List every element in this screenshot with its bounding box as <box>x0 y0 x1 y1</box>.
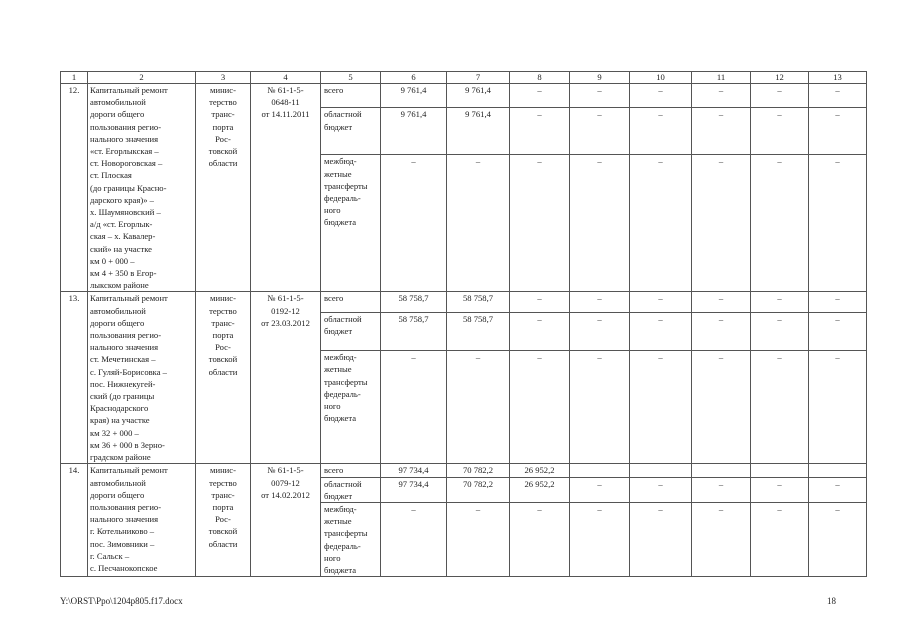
text-line: от 14.02.2012 <box>261 489 310 500</box>
text-line: км 4 + 350 в Егор- <box>90 268 157 279</box>
text-line: № 61-1-5- <box>267 293 304 304</box>
amount-cell: – <box>692 155 751 292</box>
text-line: федераль- <box>324 540 361 551</box>
text-line: области <box>208 158 238 169</box>
text-line: ский (до границы <box>90 391 155 402</box>
text-line: товской <box>208 526 238 537</box>
text-line: бюджет <box>324 325 353 336</box>
text-line: терство <box>209 305 237 316</box>
amount-cell: – <box>630 292 692 312</box>
text-line: км 32 + 000 – <box>90 427 139 438</box>
expertise-document <box>251 84 321 292</box>
text-line: области <box>208 366 238 377</box>
text-line: пользования регио- <box>90 501 162 512</box>
amount-cell: – <box>630 155 692 292</box>
text-line: нального значения <box>90 133 159 144</box>
text-line: автомобильной <box>90 305 146 316</box>
text-line: бюджета <box>324 413 357 424</box>
text-line: нального значения <box>90 514 159 525</box>
funding-source <box>321 477 381 502</box>
text-line: транс- <box>211 317 235 328</box>
amount-cell: – <box>809 312 867 351</box>
amount-cell <box>570 464 630 477</box>
text-line: автомобильной <box>90 97 146 108</box>
amount-cell: – <box>692 312 751 351</box>
amount-cell: 9 761,4 <box>447 84 510 108</box>
amount-cell: – <box>692 292 751 312</box>
text-line: градском районе <box>90 452 151 463</box>
column-number-cell: 11 <box>692 72 751 84</box>
text-line: ст. Мечетинская – <box>90 354 156 365</box>
amount-cell: 97 734,4 <box>381 464 447 477</box>
text-line: терство <box>209 477 237 488</box>
text-line: пользования регио- <box>90 330 162 341</box>
expertise-document <box>251 292 321 464</box>
column-number-cell: 5 <box>321 72 381 84</box>
text-line: межбюд- <box>324 503 357 514</box>
text-line: минис- <box>210 465 236 476</box>
column-number-cell: 10 <box>630 72 692 84</box>
funding-source <box>321 84 381 108</box>
text-line: Рос- <box>215 514 231 525</box>
text-line: а/д «ст. Егорлык- <box>90 219 153 230</box>
text-line: нального значения <box>90 342 159 353</box>
amount-cell: – <box>809 155 867 292</box>
text-line: ский» на участке <box>90 243 152 254</box>
amount-cell: – <box>809 351 867 464</box>
text-line: областной <box>324 109 362 120</box>
row-number: 14. <box>61 464 88 577</box>
amount-cell: – <box>809 292 867 312</box>
text-line: дороги общего <box>90 109 145 120</box>
column-number-cell: 6 <box>381 72 447 84</box>
column-number-cell: 3 <box>196 72 251 84</box>
amount-cell: – <box>751 155 809 292</box>
amount-cell: – <box>751 108 809 155</box>
text-line: х. Шаумяновский – <box>90 207 161 218</box>
amount-cell: 58 758,7 <box>381 312 447 351</box>
column-number-cell: 7 <box>447 72 510 84</box>
text-line: терство <box>209 97 237 108</box>
amount-cell: – <box>381 155 447 292</box>
amount-cell: – <box>751 84 809 108</box>
amount-cell <box>751 464 809 477</box>
amount-cell <box>630 464 692 477</box>
text-line: порта <box>212 121 234 132</box>
amount-cell: – <box>630 84 692 108</box>
column-number-cell: 2 <box>88 72 196 84</box>
funding-source <box>321 108 381 155</box>
text-line: федераль- <box>324 388 361 399</box>
text-line: федераль- <box>324 192 361 203</box>
amount-cell: – <box>809 84 867 108</box>
amount-cell: 9 761,4 <box>381 108 447 155</box>
table-row <box>61 464 867 477</box>
amount-cell: – <box>692 108 751 155</box>
text-line: «ст. Егорлыкская – <box>90 146 159 157</box>
amount-cell: – <box>570 292 630 312</box>
funding-source <box>321 351 381 464</box>
funding-source <box>321 502 381 576</box>
amount-cell: – <box>381 502 447 576</box>
amount-cell: – <box>751 477 809 502</box>
amount-cell: – <box>510 502 570 576</box>
text-line: края) на участке <box>90 415 150 426</box>
table-row <box>61 84 867 108</box>
amount-cell: – <box>510 155 570 292</box>
text-line: ская – х. Кавалер- <box>90 231 156 242</box>
text-line: жетные <box>324 168 352 179</box>
footer-page-number: 18 <box>827 596 836 606</box>
text-line: трансферты <box>324 528 368 539</box>
text-line: Капитальный ремонт <box>90 293 168 304</box>
amount-cell: 58 758,7 <box>381 292 447 312</box>
row-number: 13. <box>61 292 88 464</box>
text-line: товской <box>208 354 238 365</box>
text-line: г. Котельниково – <box>90 526 155 537</box>
amount-cell: – <box>751 312 809 351</box>
amount-cell: – <box>692 477 751 502</box>
text-line: бюджета <box>324 217 357 228</box>
customer-ministry <box>196 84 251 292</box>
amount-cell: – <box>447 502 510 576</box>
funding-source <box>321 292 381 312</box>
funding-source <box>321 464 381 477</box>
text-line: областной <box>324 478 362 489</box>
text-line: ного <box>324 552 341 563</box>
table-row <box>61 292 867 312</box>
amount-cell: – <box>692 502 751 576</box>
amount-cell: 26 952,2 <box>510 464 570 477</box>
text-line: областной <box>324 313 362 324</box>
text-line: пос. Нижнекугей- <box>90 378 156 389</box>
text-line: Капитальный ремонт <box>90 465 168 476</box>
text-line: км 0 + 000 – <box>90 255 135 266</box>
funding-source <box>321 155 381 292</box>
text-line: минис- <box>210 85 236 95</box>
text-line: км 36 + 000 в Зерно- <box>90 439 165 450</box>
amount-cell: 9 761,4 <box>381 84 447 108</box>
column-number-cell: 1 <box>61 72 88 84</box>
text-line: с. Песчанокопское <box>90 562 158 573</box>
text-line: межбюд- <box>324 352 357 363</box>
amount-cell: – <box>692 351 751 464</box>
amount-cell: – <box>692 84 751 108</box>
text-line: пос. Зимовники – <box>90 538 155 549</box>
customer-ministry <box>196 464 251 577</box>
amount-cell: – <box>751 351 809 464</box>
amount-cell: – <box>447 351 510 464</box>
text-line: 0192-12 <box>271 305 300 316</box>
amount-cell: – <box>570 477 630 502</box>
text-line: (до границы Красно- <box>90 182 167 193</box>
object-name <box>88 84 196 292</box>
column-number-cell: 13 <box>809 72 867 84</box>
text-line: от 23.03.2012 <box>261 317 310 328</box>
text-line: жетные <box>324 516 352 527</box>
column-number-cell: 8 <box>510 72 570 84</box>
amount-cell: 70 782,2 <box>447 464 510 477</box>
text-line: порта <box>212 330 234 341</box>
amount-cell: – <box>630 477 692 502</box>
expertise-document <box>251 464 321 577</box>
text-line: Капитальный ремонт <box>90 85 168 95</box>
amount-cell: – <box>570 108 630 155</box>
text-line: № 61-1-5- <box>267 85 304 95</box>
amount-cell: – <box>570 84 630 108</box>
amount-cell: – <box>751 292 809 312</box>
text-line: минис- <box>210 293 236 304</box>
amount-cell: – <box>809 477 867 502</box>
object-name <box>88 464 196 577</box>
amount-cell: – <box>510 84 570 108</box>
text-line: области <box>208 538 238 549</box>
text-line: Краснодарского <box>90 403 149 414</box>
object-name <box>88 292 196 464</box>
text-line: порта <box>212 501 234 512</box>
text-line: трансферты <box>324 376 368 387</box>
text-line: бюджета <box>324 564 357 575</box>
amount-cell: – <box>809 108 867 155</box>
text-line: 0648-11 <box>271 97 300 108</box>
text-line: Рос- <box>215 133 231 144</box>
amount-cell: 26 952,2 <box>510 477 570 502</box>
text-line: бюджет <box>324 490 353 501</box>
column-number-row <box>61 72 867 84</box>
text-line: ст. Плоская <box>90 170 132 181</box>
text-line: ного <box>324 401 341 412</box>
amount-cell: – <box>630 312 692 351</box>
amount-cell: – <box>570 155 630 292</box>
footer-file-path: Y:\ORST\Ppo\1204p805.f17.docx <box>60 596 183 606</box>
amount-cell: 58 758,7 <box>447 292 510 312</box>
text-line: дарского края)» – <box>90 194 154 205</box>
text-line: межбюд- <box>324 156 357 167</box>
text-line: ст. Новороговская – <box>90 158 163 169</box>
amount-cell: – <box>630 351 692 464</box>
text-line: жетные <box>324 364 352 375</box>
text-line: трансферты <box>324 180 368 191</box>
funding-source <box>321 312 381 351</box>
amount-cell: – <box>381 351 447 464</box>
amount-cell: – <box>510 351 570 464</box>
text-line: 0079-12 <box>271 477 300 488</box>
amount-cell: – <box>510 108 570 155</box>
amount-cell: – <box>510 312 570 351</box>
amount-cell: – <box>809 502 867 576</box>
text-line: дороги общего <box>90 317 145 328</box>
text-line: всего <box>324 85 344 95</box>
text-line: бюджет <box>324 121 353 132</box>
text-line: г. Сальск – <box>90 550 130 561</box>
text-line: всего <box>324 465 344 476</box>
amount-cell: – <box>570 502 630 576</box>
amount-cell <box>692 464 751 477</box>
text-line: № 61-1-5- <box>267 465 304 476</box>
text-line: транс- <box>211 489 235 500</box>
text-line: с. Гуляй-Борисовка – <box>90 366 167 377</box>
amount-cell: – <box>751 502 809 576</box>
amount-cell: 70 782,2 <box>447 477 510 502</box>
column-number-cell: 4 <box>251 72 321 84</box>
text-line: ного <box>324 205 341 216</box>
budget-table <box>60 71 867 577</box>
amount-cell <box>809 464 867 477</box>
text-line: от 14.11.2011 <box>261 109 310 120</box>
amount-cell: – <box>570 312 630 351</box>
text-line: пользования регио- <box>90 121 162 132</box>
amount-cell: – <box>630 502 692 576</box>
amount-cell: – <box>570 351 630 464</box>
amount-cell: – <box>447 155 510 292</box>
text-line: транс- <box>211 109 235 120</box>
amount-cell: 97 734,4 <box>381 477 447 502</box>
customer-ministry <box>196 292 251 464</box>
column-number-cell: 12 <box>751 72 809 84</box>
amount-cell: – <box>510 292 570 312</box>
amount-cell: 9 761,4 <box>447 108 510 155</box>
text-line: дороги общего <box>90 489 145 500</box>
row-number: 12. <box>61 84 88 292</box>
text-line: товской <box>208 146 238 157</box>
text-line: лыкском районе <box>90 280 149 291</box>
text-line: автомобильной <box>90 477 146 488</box>
text-line: Рос- <box>215 342 231 353</box>
amount-cell: 58 758,7 <box>447 312 510 351</box>
amount-cell: – <box>630 108 692 155</box>
column-number-cell: 9 <box>570 72 630 84</box>
text-line: всего <box>324 293 344 304</box>
